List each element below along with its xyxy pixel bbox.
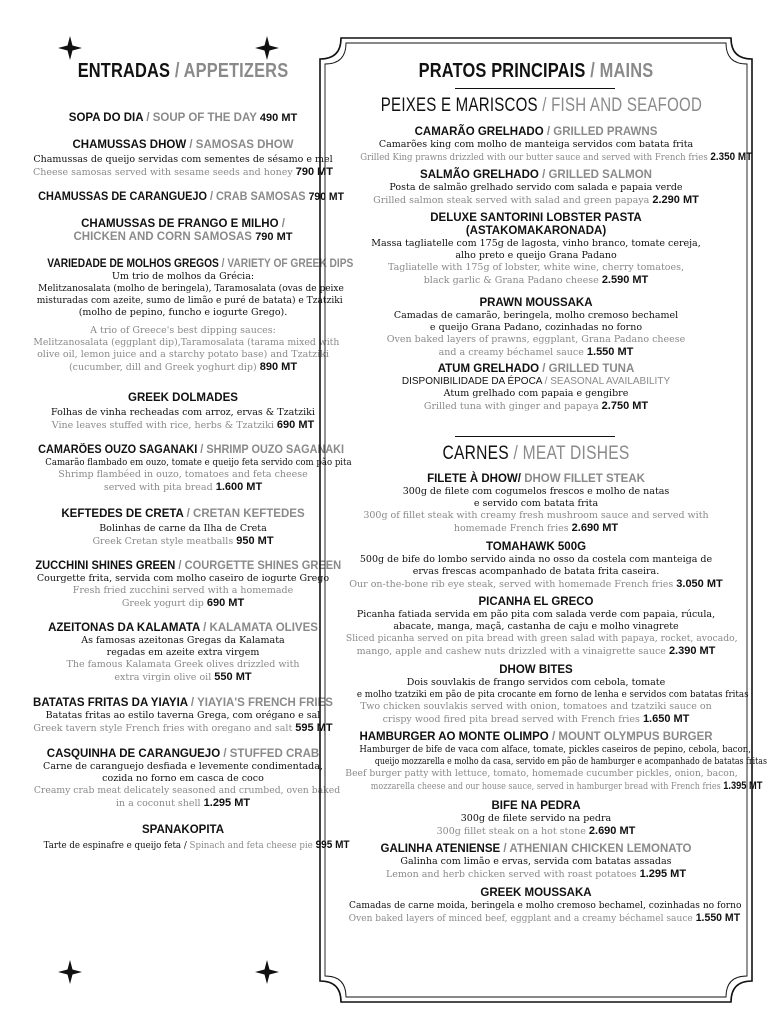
menu-item: SOPA DO DIA / SOUP OF THE DAY 490 MT [68, 112, 298, 124]
menu-item: TOMAHAWK 500G 500g de bife do lombo servido ainda no osso da costela com manteiga de ervas frescas acompanhado de batata frita caseira. Our on-the-bone rib eye steak, served with homemade French fries 3.050 MT [349, 541, 723, 590]
menu-item: PRAWN MOUSSAKA Camadas de camarão, beringela, molho cremoso bechamel e queijo Grana Padano, cozinhadas no forno Oven baked layers of prawns, eggplant, Grana Padano cheese and a creamy béchamel sauce 1.550 MT [386, 297, 686, 358]
menu-item: CHAMUSSAS DE CARANGUEJO / CRAB SAMOSAS 790 MT [38, 191, 344, 203]
menu-item: BIFE NA PEDRA 300g de filete servido na pedra 300g fillet steak on a hot stone 2.690 MT [436, 800, 636, 837]
appetizers-section-title: ENTRADAS / APPETIZERS [77, 60, 289, 82]
menu-item: GREEK MOUSSAKA Camadas de carne moida, beringela e molho cremoso bechamel, cozinhadas no forno Oven baked layers of minced beef, eggplant and a creamy béchamel sauce 1.550 MT [348, 887, 742, 924]
menu-item: CAMARÕES OUZO SAGANAKI / SHRIMP OUZO SAGANAKI Camarão flambado em ouzo, tomate e queijo feta servido com pão pita Shrimp flambéed in ouzo, tomatoes and feta cheese served with pita bread 1.600 MT [38, 444, 352, 493]
menu-item: DHOW BITES Dois souvlakis de frango servidos com cebola, tomate e molho tzatziki em pão de pita crocante em forno de lenha e servidos com batatas fritas Two chicken souvlakis served with onion, tomatoes and tzatziki sauce on crispy wood fired pita bread served with French fries 1.650 MT [356, 664, 749, 725]
menu-item: BATATAS FRITAS DA YIAYIA / YIAYIA'S FRENCH FRIES Batatas fritas ao estilo taverna Grega, com orégano e sal Greek tavern style French fries with oregano and salt 595 MT [33, 697, 333, 734]
menu-item: VARIEDADE DE MOLHOS GREGOS / VARIETY OF GREEK DIPS Um trio de molhos da Grécia: Melitzanosalata (molho de beringela), Taramosalata (ovas de peixe misturadas com azeite, sumo de limão e puré de batata) e Tzatziki (molho de pepino, funcho e iogurte Grego). A trio of Greece's best dipping sauces: Melitzanosalata (eggplant dip),Taramosalata (tarama mixed with olive oil, lemon juice and a starchy potato base) and Tzatziki (cucumber, dill and Greek yoghurt dip) 890 MT [33, 258, 354, 373]
meat-list [340, 0, 767, 1024]
menu-item: GALINHA ATENIENSE / ATHENIAN CHICKEN LEMONATO Galinha com limão e ervas, servida com batatas assadas Lemon and herb chicken served with roast potatoes 1.295 MT [380, 843, 692, 880]
menu-item: SPANAKOPITA Tarte de espinafre e queijo feta / Spinach and feta cheese pie 995 MT [43, 824, 350, 851]
menu-item: CAMARÃO GRELHADO / GRILLED PRAWNS Camarões king com molho de manteiga servidos com batata frita Grilled King prawns drizzled with our butter sauce and served with French fries 2.350 MT [360, 126, 753, 163]
menu-item: PICANHA EL GRECO Picanha fatiada servida em pão pita com salada verde com papaia, rúcula, abacate, manga, maçã, castanha de caju e molho vinagrete Sliced picanha served on pita bread with green salad with papaya, rocket, avocado, mango, apple and cashew nuts drizzled with a vinaigrette sauce 2.390 MT [345, 596, 738, 657]
menu-item: ZUCCHINI SHINES GREEN / COURGETTE SHINES GREEN Courgette frita, servida com molho caseiro de iogurte Grego Fresh fried zucchini served with a homemade Greek yogurt dip 690 MT [35, 560, 342, 609]
seafood-subsection-title: PEIXES E MARISCOS / FISH AND SEAFOOD [380, 95, 703, 116]
meat-subsection-title: CARNES / MEAT DISHES [442, 443, 630, 464]
menu-item: ATUM GRELHADO / GRILLED TUNA DISPONIBILIDADE DA ÉPOCA / SEASONAL AVAILABILITY Atum grelhado com papaia e gengibre Grilled tuna with ginger and papaya 2.750 MT [401, 363, 671, 412]
menu-item: KEFTEDES DE CRETA / CRETAN KEFTEDES Bolinhas de carne da Ilha de Creta Greek Cretan style meatballs 950 MT [61, 508, 305, 547]
menu-item: DELUXE SANTORINI LOBSTER PASTA (ASTAKOMAKARONADA) Massa tagliatelle com 175g de lagosta, vinho branco, tomate cereja, alho preto e queijo Grana Padano Tagliatelle with 175g of lobster, white wine, cherry tomatoes, black garlic & Grana Padano cheese 2.590 MT [371, 212, 701, 286]
appetizers-list [30, 0, 354, 1024]
menu-item: CHAMUSSAS DE FRANGO E MILHO / CHICKEN AND CORN SAMOSAS 790 MT [73, 218, 293, 243]
mains-section-title: PRATOS PRINCIPAIS / MAINS [418, 60, 654, 82]
menu-item: SALMÃO GRELHADO / GRILLED SALMON Posta de salmão grelhado servido com salada e papaia verde Grilled salmon steak served with salad and green papaya 2.290 MT [373, 169, 699, 206]
menu-item: GREEK DOLMADES Folhas de vinha recheadas com arroz, ervas & Tzatziki Vine leaves stuffed with rice, herbs & Tzatziki 690 MT [51, 392, 315, 431]
menu-item: CHAMUSSAS DHOW / SAMOSAS DHOW Chamussas de queijo servidas com sementes de sésamo e mel Cheese samosas served with sesame seeds and honey 790 MT [32, 139, 334, 178]
menu-item: FILETE À DHOW/ DHOW FILLET STEAK 300g de filete com cogumelos frescos e molho de natas e servido com batata frita 300g of fillet steak with creamy fresh mushroom sauce and served with homemade French fries 2.690 MT [363, 473, 709, 534]
menu-item: CASQUINHA DE CARANGUEJO / STUFFED CRAB Carne de caranguejo desfiada e levemente condimentada, cozida no forno em casca de coco Creamy crab meat delicately seasoned and crumbed, oven baked in a coconut shell 1.295 MT [33, 748, 341, 809]
menu-item: AZEITONAS DA KALAMATA / KALAMATA OLIVES As famosas azeitonas Gregas da Kalamata regadas em azeite extra virgem The famous Kalamata Greek olives drizzled with extra virgin olive oil 550 MT [48, 622, 318, 683]
menu-item: HAMBURGER AO MONTE OLIMPO / MOUNT OLYMPUS BURGER Hamburger de bife de vaca com alface, tomate, pickles caseiros de pepino, cebola, bacon, queijo mozzarella e molho da casa, servido em pão de hamburger e acompanhado de batatas fritas Beef burger patty with lettuce, tomato, homemade cucumber pickles, onion, bacon, mozzarella cheese and our house sauce, served in hamburger bread with French fries 1.395 MT [345, 731, 767, 792]
